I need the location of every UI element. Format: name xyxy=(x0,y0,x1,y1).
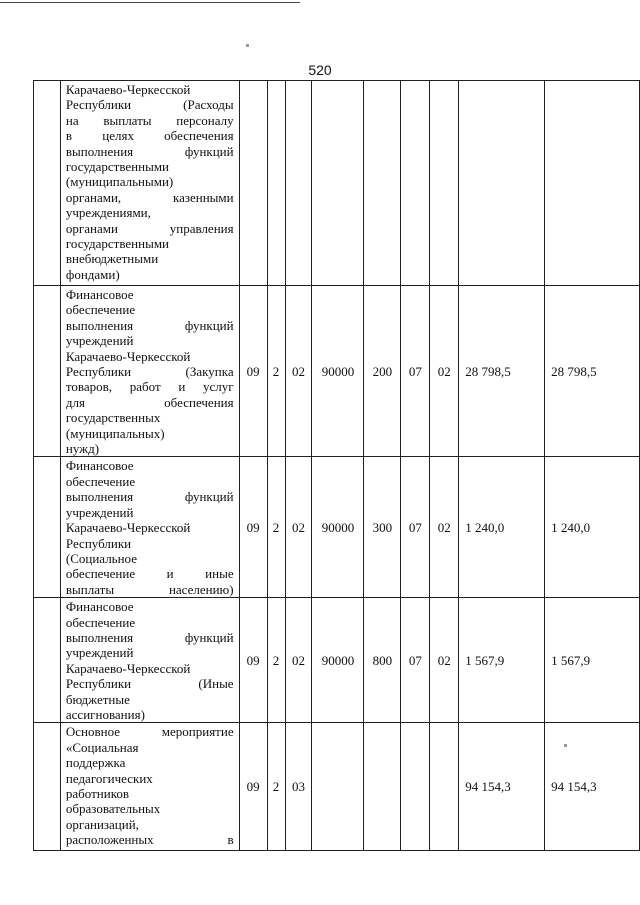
code-cell: 09 xyxy=(239,598,267,723)
table-row xyxy=(34,81,640,286)
description-line: государственными xyxy=(65,159,170,175)
code-cell: 90000 xyxy=(312,598,364,723)
code-cell xyxy=(267,81,285,286)
code-cell: 2 xyxy=(267,457,285,598)
description-line: педагогических xyxy=(65,770,153,786)
description-cell xyxy=(60,723,239,851)
description-line: расположенных в xyxy=(65,832,234,848)
description-line: выполнения функций xyxy=(65,629,234,645)
description-line: Республики (Расходы xyxy=(65,97,234,113)
amount-cell: 28 798,5 xyxy=(459,286,545,457)
description-line: в целях обеспечения xyxy=(65,128,234,144)
code-cell xyxy=(312,723,364,851)
amount-cell: 1 240,0 xyxy=(545,457,640,598)
description-line: выполнения функций xyxy=(65,317,234,333)
description-line: выполнения функций xyxy=(65,489,234,505)
description-line: бюджетные xyxy=(65,691,130,707)
code-cell xyxy=(430,81,459,286)
budget-table xyxy=(33,80,640,851)
amount-cell: 94 154,3 xyxy=(459,723,545,851)
code-cell: 200 xyxy=(364,286,401,457)
description-line: обеспечение xyxy=(65,473,136,489)
description-line: учреждений xyxy=(65,504,134,520)
description-cell xyxy=(60,598,239,723)
code-cell: 09 xyxy=(239,457,267,598)
page-number: 520 xyxy=(308,62,332,78)
code-cell xyxy=(364,81,401,286)
blank-cell xyxy=(34,286,61,457)
code-cell: 2 xyxy=(267,723,285,851)
table-row xyxy=(34,457,640,598)
description-line: образовательных xyxy=(65,801,161,817)
description-line: организаций, xyxy=(65,816,139,832)
table-row xyxy=(34,598,640,723)
description-line: Карачаево-Черкесской xyxy=(65,82,191,97)
description-line: нужд) xyxy=(65,441,100,457)
code-cell: 800 xyxy=(364,598,401,723)
blank-cell xyxy=(34,723,61,851)
table-row xyxy=(34,723,640,851)
code-cell: 2 xyxy=(267,598,285,723)
code-cell xyxy=(239,81,267,286)
description-line: работников xyxy=(65,786,129,801)
scan-speck xyxy=(246,44,249,47)
description-line: Карачаево-Черкесской xyxy=(65,660,191,676)
description-cell xyxy=(60,286,239,457)
description-line: Основное мероприятие xyxy=(65,724,234,740)
table-body xyxy=(34,81,640,851)
amount-cell xyxy=(545,81,640,286)
amount-cell: 28 798,5 xyxy=(545,286,640,457)
description-line: Финансовое xyxy=(65,599,134,615)
description-line: учреждениями, xyxy=(65,205,151,221)
description-line: Республики (Иные xyxy=(65,676,234,692)
description-line: (Социальное xyxy=(65,550,137,566)
description-line: выполнения функций xyxy=(65,143,234,159)
code-cell: 02 xyxy=(285,457,312,598)
amount-cell: 1 240,0 xyxy=(459,457,545,598)
code-cell xyxy=(401,81,430,286)
description-line: государственными xyxy=(65,236,170,252)
description-line: Финансовое xyxy=(65,287,134,302)
description-cell xyxy=(60,457,239,598)
description-line: (муниципальных) xyxy=(65,425,165,441)
description-line: ассигнования) xyxy=(65,706,145,722)
description-cell xyxy=(60,81,239,286)
description-line: товаров, работ и услуг xyxy=(65,379,234,395)
amount-cell: 1 567,9 xyxy=(545,598,640,723)
description-line: фондами) xyxy=(65,266,120,282)
description-line: выплаты населению) xyxy=(65,581,234,597)
description-line: Республики (Закупка xyxy=(65,364,234,380)
amount-cell xyxy=(459,81,545,286)
description-line: обеспечение и иные xyxy=(65,566,234,582)
code-cell xyxy=(401,723,430,851)
description-line: учреждений xyxy=(65,333,134,349)
top-rule xyxy=(0,2,300,3)
description-line: обеспечение xyxy=(65,614,136,630)
code-cell: 09 xyxy=(239,723,267,851)
code-cell: 2 xyxy=(267,286,285,457)
description-line: органами, казенными xyxy=(65,189,234,205)
description-line: на выплаты персоналу xyxy=(65,112,234,128)
code-cell: 03 xyxy=(285,723,312,851)
table-row xyxy=(34,286,640,457)
description-line: Финансовое xyxy=(65,458,134,474)
code-cell: 90000 xyxy=(312,457,364,598)
code-cell xyxy=(285,81,312,286)
code-cell: 300 xyxy=(364,457,401,598)
description-line: учреждений xyxy=(65,645,134,661)
scan-speck xyxy=(564,744,567,747)
code-cell: 02 xyxy=(285,598,312,723)
code-cell: 07 xyxy=(401,457,430,598)
blank-cell xyxy=(34,457,61,598)
code-cell xyxy=(312,81,364,286)
description-line: внебюджетными xyxy=(65,251,159,267)
description-line: поддержка xyxy=(65,755,126,771)
code-cell xyxy=(364,723,401,851)
description-line: Карачаево-Черкесской xyxy=(65,520,191,536)
amount-cell: 94 154,3 xyxy=(545,723,640,851)
code-cell: 09 xyxy=(239,286,267,457)
description-line: органами управления xyxy=(65,220,234,236)
amount-cell: 1 567,9 xyxy=(459,598,545,723)
blank-cell xyxy=(34,81,61,286)
blank-cell xyxy=(34,598,61,723)
description-line: Республики xyxy=(65,535,132,551)
code-cell: 07 xyxy=(401,286,430,457)
description-line: для обеспечения xyxy=(65,394,234,410)
description-line: (муниципальными) xyxy=(65,174,174,190)
code-cell: 02 xyxy=(430,598,459,723)
code-cell: 90000 xyxy=(312,286,364,457)
description-line: Карачаево-Черкесской xyxy=(65,348,191,364)
description-line: «Социальная xyxy=(65,739,139,755)
description-line: обеспечение xyxy=(65,302,136,318)
description-line: государственных xyxy=(65,410,161,426)
code-cell: 02 xyxy=(430,457,459,598)
code-cell: 07 xyxy=(401,598,430,723)
code-cell xyxy=(430,723,459,851)
code-cell: 02 xyxy=(285,286,312,457)
code-cell: 02 xyxy=(430,286,459,457)
